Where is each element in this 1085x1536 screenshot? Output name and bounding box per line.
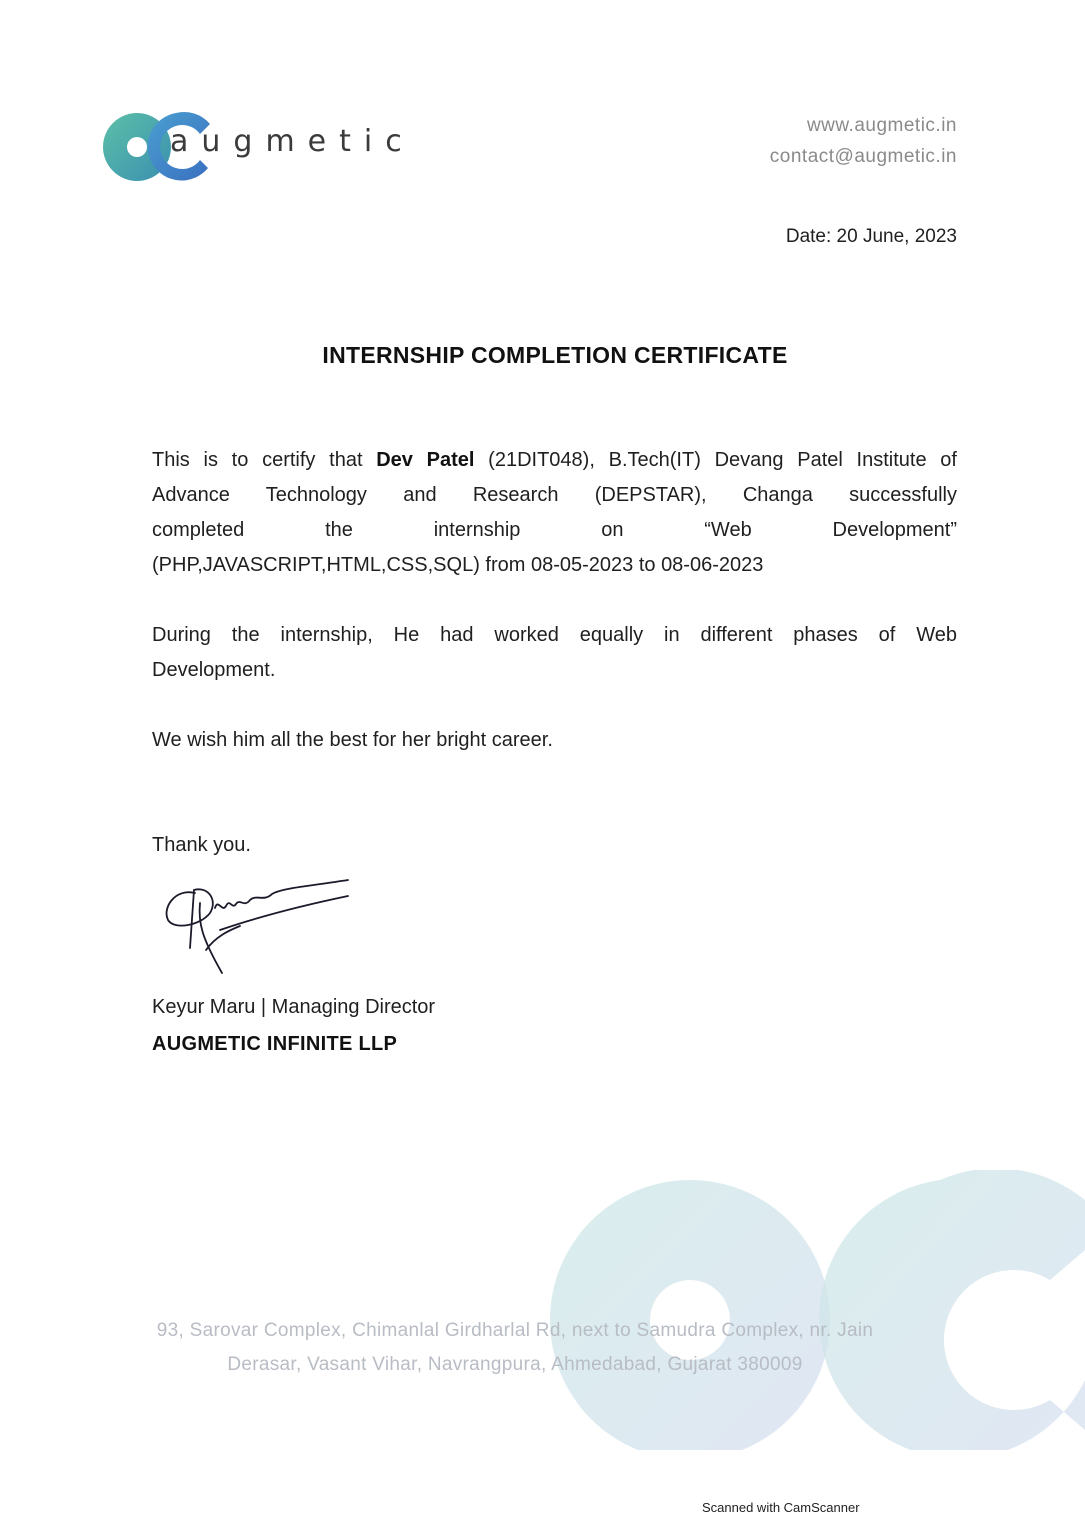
logo-wordmark: augmetic — [170, 124, 415, 159]
certificate-date: Date: 20 June, 2023 — [785, 226, 957, 247]
company-name: AUGMETIC INFINITE LLP — [152, 1033, 398, 1055]
paragraph-line-2: Advance Technology and Research (DEPSTAR), Changa successfully — [152, 484, 957, 506]
watermark-logo-icon — [540, 1170, 1085, 1450]
paragraph-line-3: completed the internship on “Web Development” — [152, 519, 957, 541]
certificate-title: INTERNSHIP COMPLETION CERTIFICATE — [322, 342, 788, 368]
work-line-2: Development. — [152, 659, 276, 681]
wish-paragraph: We wish him all the best for her bright career. — [152, 729, 553, 751]
address-line-1: 93, Sarovar Complex, Chimanlal Girdharlal Rd, next to Samudra Complex, nr. Jain — [156, 1320, 874, 1341]
scanner-note: Scanned with CamScanner — [702, 1500, 860, 1515]
paragraph-line-4: (PHP,JAVASCRIPT,HTML,CSS,SQL) from 08-05-2023 to 08-06-2023 — [152, 554, 764, 576]
work-line-1: During the internship, He had worked equally in different phases of Web — [152, 624, 957, 646]
company-logo — [100, 110, 420, 190]
line1-rest: (21DIT048), B.Tech(IT) Devang Patel Institute of — [474, 449, 957, 471]
intern-name: Dev Patel — [376, 449, 475, 471]
certification-paragraph — [152, 443, 957, 583]
paragraph-line-1 — [152, 443, 957, 478]
address-line-2: Derasar, Vasant Vihar, Navrangpura, Ahmedabad, Gujarat 380009 — [227, 1354, 803, 1375]
signer-name-title: Keyur Maru | Managing Director — [152, 996, 436, 1018]
website-link[interactable]: www.augmetic.in — [806, 115, 957, 136]
contact-block — [770, 110, 957, 172]
intro-text: This is to certify that — [152, 449, 377, 471]
work-paragraph — [152, 618, 957, 688]
signature-icon — [160, 868, 360, 983]
closing-text: Thank you. — [152, 834, 251, 856]
email-link[interactable]: contact@augmetic.in — [769, 146, 957, 167]
